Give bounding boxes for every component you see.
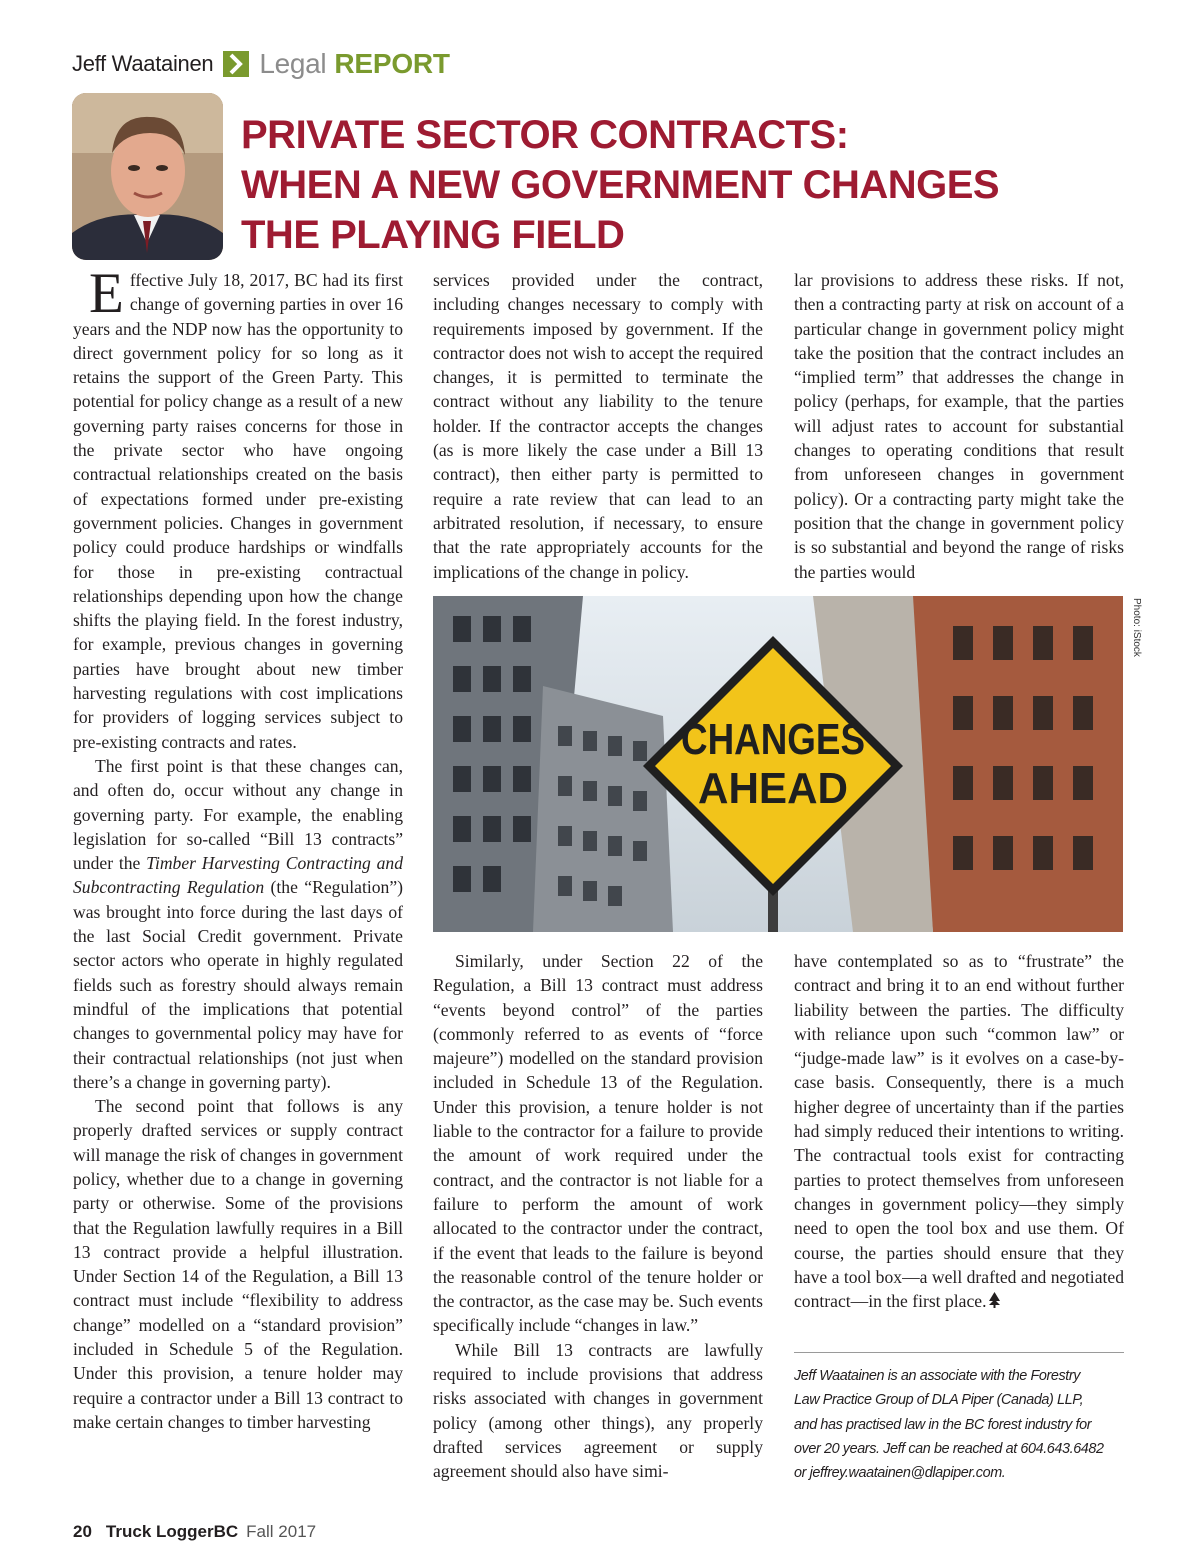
article-paragraph: services provided under the contract, including changes necessary to comply with requirements imposed by government. If the contractor does not wish to accept the required changes, it is permitted to terminate the contract without any liability to the tenure holder. If the contractor accepts the changes (as is more likely the case under a Bill 13 contract), then either party is permitted to require a rate review that can lead to an arbitrated resolution, if necessary, to ensure that the rate appropriately accounts for the implications of the change in policy. [433,270,763,582]
section-header [72,46,450,82]
paragraph-text: The first point is that these changes can, and often do, occur without any change in governing party. For example, the enabling legislation for so-called “Bill 13 contracts” under the [73,755,403,874]
headline-line: WHEN A NEW GOVERNMENT CHANGES [241,163,1000,207]
article-paragraph [794,949,1124,1313]
article-paragraph: The second point that follows is any properly drafted services or supply contract will manage the risk of changes in government policy, whether due to a change in governing party or otherwise. Some of the provisions that the Regulation lawfully requires in a Bill 13 contract provide a helpful illustration. Under Section 14 of the Regulation, a Bill 13 contract must include “flexibility to address change” modelled on a “standard provision” included in Schedule 5 of the Regulation. Under this provision, a tenure holder may require a contractor under a Bill 13 contract to make certain changes to timber harvesting [73,1096,403,1432]
tree-end-mark-icon [988,1292,1001,1308]
bio-line: or jeffrey.waatainen@dlapiper.com. [794,1465,1006,1482]
article-column-2-bottom [433,949,763,1484]
article-paragraph: While Bill 13 contracts are lawfully required to include provisions that address risks associated with changes in government policy (among other things), any properly drafted services agreement or supply agreement should also have simi- [433,1339,763,1482]
bio-line: Law Practice Group of DLA Piper (Canada) LLP, [794,1392,1084,1409]
sign-text-line-2: AHEAD [698,764,848,813]
chevron-right-icon [223,51,249,77]
section-name-bold: REPORT [334,48,450,79]
article-paragraph [73,754,403,1094]
article-paragraph [73,262,403,754]
headline-line: THE PLAYING FIELD [241,213,625,257]
article-column-3-top [794,268,1124,584]
regulation-title: Timber Harvesting Contracting and Subcontracting Regulation [73,853,403,898]
article-column-2-top [433,268,763,584]
photo-credit: Photo: iStock [1131,598,1142,657]
author-tag: Jeff Waatainen [72,51,214,76]
issue-date: Fall 2017 [246,1522,317,1541]
article-column-3-bottom [794,949,1124,1313]
page-footer [73,1520,316,1544]
bio-line: over 20 years. Jeff can be reached at 604.643.6482 [794,1440,1104,1457]
changes-ahead-photo [433,596,1123,932]
article-paragraph: lar provisions to address these risks. If not, then a contracting party at risk on account of a particular change in government policy might take the position that the contract includes an “implied term” that addresses the change in policy (perhaps, for example, that the parties will adjust rates to account for substantial changes to operating conditions that result from unforeseen changes in government policy). Or a contracting party might take the position that the change in government policy is so substantial and beyond the range of risks the parties would [794,270,1124,582]
headline-line: PRIVATE SECTOR CONTRACTS: [241,113,849,157]
drop-cap: E [89,262,124,325]
page-number: 20 [73,1522,92,1541]
paragraph-text: ffective July 18, 2017, BC had its first change of governing parties in over 16 years and the NDP now has the opportunity to direct government policy for so long as it retains the support of the Green Party. This potential for policy change as a result of a new governing party raises concerns for those in the private sector who have ongoing contractual relationships created on the basis of expectations formed under pre-existing government policies. Changes in government policy could produce hardships or windfalls for those in pre-existing contractual relationships depending upon how the change shifts the playing field. In the forest industry, for example, previous changes in governing parties have brought about new timber harvesting regulations with cost implications for providers of logging services subject to pre-existing contracts and rates. [73,270,403,752]
author-portrait [72,93,223,260]
bio-divider [794,1352,1124,1353]
bio-line: Jeff Waatainen is an associate with the Forestry [794,1368,1081,1384]
paragraph-text: (the “Regulation”) was brought into force during the last days of the last Social Credit government. Private sector actors who operate in highly regulated fields such as forestry should always remain mindful of the implications that potential changes to governmental policy may have for their contractual relationships (not just when there’s a change in governing party). [73,877,403,1092]
section-name: Legal [259,48,327,79]
paragraph-text: have contemplated so as to “frustrate” the contract and bring it to an end without further liability between the parties. The difficulty with reliance upon such “common law” or “judge-made law” is it evolves on a case-by-case basis. Consequently, there is a much higher degree of uncertainty than if the parties had simply reduced their intentions to writing. The contractual tools exist for contracting parties to protect themselves from unforeseen changes in government policy—they simply need to open the tool box and use them. Of course, the parties should ensure that they have a tool box—a well drafted and negotiated contract—in the first place. [794,951,1124,1312]
bio-line: and has practised law in the BC forest industry for [794,1416,1092,1433]
magazine-name: Truck LoggerBC [105,1522,239,1541]
article-column-1 [73,262,403,1434]
article-paragraph: Similarly, under Section 22 of the Regulation, a Bill 13 contract must address “events beyond control” of the parties (commonly referred to as events of “force majeure”) modelled on the standard provision included in Schedule 13 of the Regulation. Under this provision, a tenure holder is not liable to the contractor for a failure to provide the amount of work required under the contract, and the contractor is not liable for a failure to perform the amount of work allocated to the contractor under the contract, if the event that leads to the failure is beyond the reasonable control of the tenure holder or the contractor, as the case may be. Such events specifically include “changes in law.” [433,951,763,1336]
author-bio [794,1364,1129,1485]
article-headline [241,110,1141,260]
sign-text-line-1: CHANGES [681,715,865,764]
